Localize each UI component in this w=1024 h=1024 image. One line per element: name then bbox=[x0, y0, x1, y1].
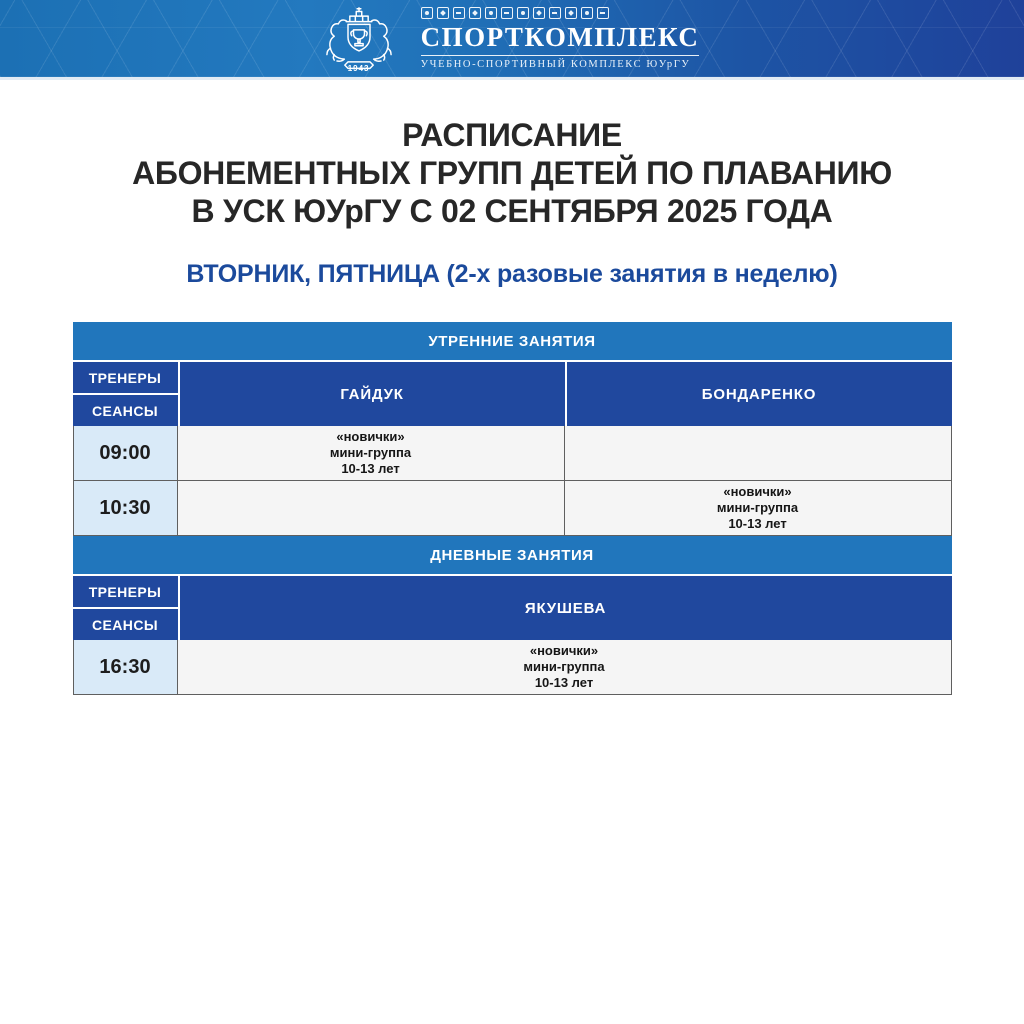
org-name: СПОРТКОМПЛЕКС bbox=[420, 21, 700, 52]
section-rows bbox=[73, 640, 952, 695]
session-cell-line: мини-группа bbox=[523, 659, 605, 674]
session-cell-line: 10-13 лет bbox=[728, 516, 787, 531]
schedule-table bbox=[73, 322, 952, 695]
title-line-2: АБОНЕМЕНТНЫХ ГРУПП ДЕТЕЙ ПО ПЛАВАНИЮ bbox=[132, 155, 892, 191]
sport-pictogram-icon bbox=[485, 7, 497, 19]
corner-label-sessions: СЕАНСЫ bbox=[73, 395, 178, 426]
sport-pictogram-icon bbox=[453, 7, 465, 19]
schedule-row bbox=[74, 480, 951, 535]
sport-pictogram-icon bbox=[581, 7, 593, 19]
page-title bbox=[0, 116, 1024, 230]
corner-column bbox=[73, 576, 178, 640]
corner-label-trainers: ТРЕНЕРЫ bbox=[73, 362, 178, 393]
sport-pictogram-icon bbox=[421, 7, 433, 19]
session-cell bbox=[178, 481, 564, 535]
logo-group bbox=[313, 6, 700, 72]
sport-pictogram-icon bbox=[469, 7, 481, 19]
sport-pictogram-icon bbox=[597, 7, 609, 19]
corner-label-sessions: СЕАНСЫ bbox=[73, 609, 178, 640]
sport-pictogram-icon bbox=[533, 7, 545, 19]
schedule-row bbox=[74, 426, 951, 480]
days-subtitle: ВТОРНИК, ПЯТНИЦА (2-х разовые занятия в неделю) bbox=[186, 260, 838, 288]
title-line-1: РАСПИСАНИЕ bbox=[402, 117, 622, 153]
emblem-crest-icon bbox=[313, 6, 405, 72]
founded-year: 1943 bbox=[347, 63, 370, 73]
section-rows bbox=[73, 426, 952, 536]
session-time: 16:30 bbox=[74, 640, 178, 694]
session-cell-line: «новички» bbox=[723, 484, 792, 499]
session-time: 09:00 bbox=[74, 426, 178, 480]
session-cell bbox=[564, 481, 951, 535]
trainer-name: ЯКУШЕВА bbox=[180, 576, 952, 640]
sport-pictogram-icon bbox=[501, 7, 513, 19]
brand-divider bbox=[421, 55, 700, 56]
trainers-header-row bbox=[73, 576, 952, 640]
sport-pictogram-icon bbox=[517, 7, 529, 19]
corner-column bbox=[73, 362, 178, 426]
session-cell-line: «новички» bbox=[529, 643, 599, 658]
corner-label-trainers: ТРЕНЕРЫ bbox=[73, 576, 178, 607]
university-emblem bbox=[313, 6, 405, 72]
brand-block bbox=[421, 7, 700, 70]
poster-body bbox=[0, 116, 1024, 695]
session-cell-line: мини-группа bbox=[716, 500, 799, 515]
session-cell-line: 10-13 лет bbox=[341, 461, 400, 476]
session-cell bbox=[178, 640, 951, 694]
session-cell-line: «новички» bbox=[336, 429, 405, 444]
trainer-name: БОНДАРЕНКО bbox=[567, 362, 952, 426]
title-line-3: В УСК ЮУрГУ С 02 СЕНТЯБРЯ 2025 ГОДА bbox=[191, 193, 833, 229]
session-cell-line: 10-13 лет bbox=[534, 675, 594, 690]
sport-pictogram-icon bbox=[437, 7, 449, 19]
trainers-header-row bbox=[73, 362, 952, 426]
sport-pictogram-icon bbox=[565, 7, 577, 19]
session-cell-line: мини-группа bbox=[329, 445, 412, 460]
sport-pictogram-row bbox=[421, 7, 609, 19]
top-banner bbox=[0, 0, 1024, 80]
schedule-row bbox=[74, 640, 951, 694]
org-subtitle: УЧЕБНО-СПОРТИВНЫЙ КОМПЛЕКС ЮУрГУ bbox=[420, 59, 691, 71]
section-header: ДНЕВНЫЕ ЗАНЯТИЯ bbox=[73, 536, 952, 574]
trainer-name: ГАЙДУК bbox=[180, 362, 565, 426]
session-cell bbox=[178, 426, 564, 480]
sport-pictogram-icon bbox=[549, 7, 561, 19]
section-header: УТРЕННИЕ ЗАНЯТИЯ bbox=[73, 322, 952, 360]
session-cell bbox=[564, 426, 951, 480]
session-time: 10:30 bbox=[74, 481, 178, 535]
